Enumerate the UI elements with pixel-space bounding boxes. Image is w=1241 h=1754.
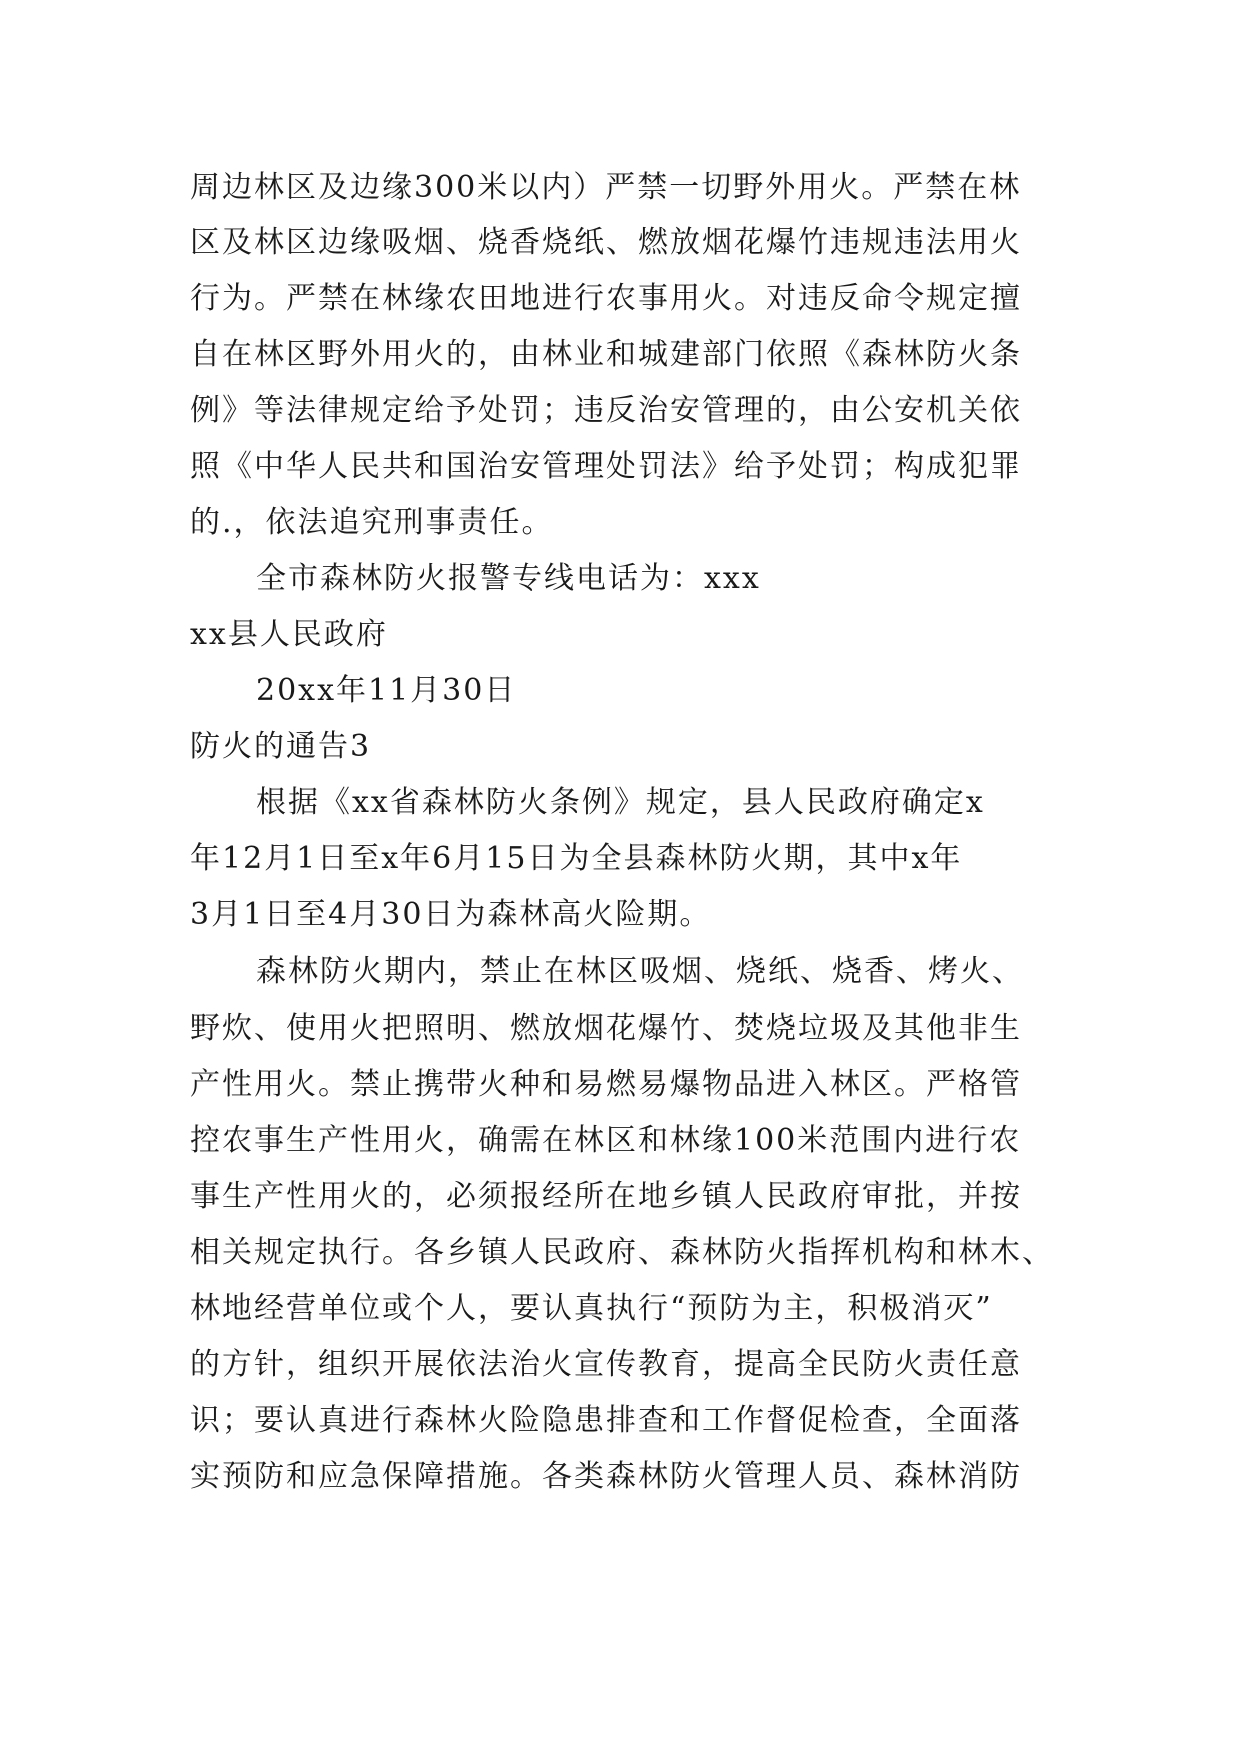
text-line: 照《中华人民共和国治安管理处罚法》给予处罚；构成犯罪 [190, 449, 1022, 484]
text-line: 产性用火。禁止携带火种和易燃易爆物品进入林区。严格管 [190, 1067, 1022, 1102]
text-line: 相关规定执行。各乡镇人民政府、森林防火指挥机构和林木、 [190, 1235, 1054, 1270]
text-line: 事生产性用火的，必须报经所在地乡镇人民政府审批，并按 [190, 1179, 1022, 1214]
text-line: 行为。严禁在林缘农田地进行农事用火。对违反命令规定擅 [190, 281, 1022, 316]
text-line: 3月1日至4月30日为森林高火险期。 [190, 897, 712, 932]
text-line: 森林防火期内，禁止在林区吸烟、烧纸、烧香、烤火、 [256, 954, 1024, 989]
section-title: 防火的通告3 [190, 729, 372, 764]
text-line: 林地经营单位或个人，要认真执行“预防为主，积极消灭” [190, 1291, 993, 1326]
text-line: 周边林区及边缘300米以内）严禁一切野外用火。严禁在林 [190, 170, 1022, 205]
text-line: 区及林区边缘吸烟、烧香烧纸、燃放烟花爆竹违规违法用火 [190, 225, 1022, 260]
issuer-line: xx县人民政府 [190, 617, 388, 652]
text-line: 识；要认真进行森林火险隐患排查和工作督促检查，全面落 [190, 1403, 1022, 1438]
hotline-line: 全市森林防火报警专线电话为：xxx [256, 561, 761, 596]
text-line: 的方针，组织开展依法治火宣传教育，提高全民防火责任意 [190, 1347, 1022, 1382]
date-line: 20xx年11月30日 [256, 673, 517, 708]
text-line: 控农事生产性用火，确需在林区和林缘100米范围内进行农 [190, 1123, 1022, 1158]
text-line: 根据《xx省森林防火条例》规定，县人民政府确定x [256, 785, 985, 820]
text-line: 的.，依法追究刑事责任。 [190, 505, 554, 540]
text-line: 年12月1日至x年6月15日为全县森林防火期，其中x年 [190, 841, 963, 876]
text-line: 实预防和应急保障措施。各类森林防火管理人员、森林消防 [190, 1459, 1022, 1494]
text-line: 例》等法律规定给予处罚；违反治安管理的，由公安机关依 [190, 393, 1022, 428]
text-line: 野炊、使用火把照明、燃放烟花爆竹、焚烧垃圾及其他非生 [190, 1011, 1022, 1046]
text-line: 自在林区野外用火的，由林业和城建部门依照《森林防火条 [190, 337, 1022, 372]
